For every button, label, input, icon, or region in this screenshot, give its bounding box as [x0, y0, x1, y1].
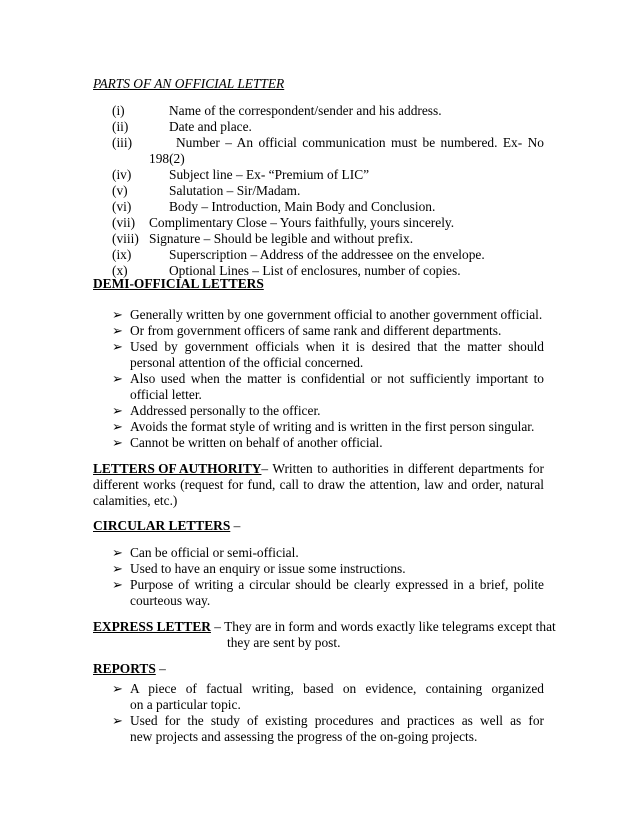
express-text: – They are in form and words exactly like telegrams except that: [210, 619, 556, 634]
bullet-arrow-icon: ➢: [112, 435, 123, 450]
reports-bullet-text: A piece of factual writing, based on evidence, containing organized: [130, 681, 544, 696]
parts-text: Superscription – Address of the addressee on the envelope.: [169, 247, 485, 262]
reports-bullet-text-cont: on a particular topic.: [130, 697, 241, 712]
demi-bullet-text-cont: personal attention of the official concerned.: [130, 355, 364, 370]
parts-num: (iv): [112, 167, 132, 182]
authority-text: – Written to authorities in different departments for: [261, 461, 544, 476]
reports-heading-line: [93, 661, 166, 677]
reports-dash: –: [155, 661, 166, 676]
bullet-arrow-icon: ➢: [112, 339, 123, 354]
bullet-arrow-icon: ➢: [112, 713, 123, 728]
parts-num: (vii): [112, 215, 136, 230]
reports-heading: REPORTS: [93, 661, 156, 676]
parts-text: Complimentary Close – Yours faithfully, yours sincerely.: [149, 215, 455, 230]
authority-text-line-3: calamities, etc.): [93, 493, 178, 508]
bullet-arrow-icon: ➢: [112, 307, 123, 322]
circular-bullet-text: Can be official or semi-official.: [130, 545, 299, 560]
bullet-arrow-icon: ➢: [112, 403, 123, 418]
parts-num: (viii): [112, 231, 139, 246]
parts-text: Salutation – Sir/Madam.: [169, 183, 301, 198]
parts-num: (ii): [112, 119, 129, 134]
parts-num: (v): [112, 183, 128, 198]
authority-text-line-2: different works (request for fund, call to draw the attention, law and order, natural: [93, 477, 544, 492]
demi-heading: DEMI-OFFICIAL LETTERS: [93, 276, 264, 291]
circular-heading: CIRCULAR LETTERS: [93, 518, 231, 533]
bullet-arrow-icon: ➢: [112, 419, 123, 434]
reports-bullet-text: Used for the study of existing procedures and practices as well as for: [130, 713, 544, 728]
express-text-line-2: they are sent by post.: [227, 635, 341, 650]
bullet-arrow-icon: ➢: [112, 371, 123, 386]
circular-heading-line: [93, 518, 240, 534]
parts-num: (vi): [112, 199, 132, 214]
circular-bullet-text: Purpose of writing a circular should be clearly expressed in a brief, polite: [130, 577, 544, 592]
authority-heading: LETTERS OF AUTHORITY: [93, 461, 262, 476]
circular-dash: –: [230, 518, 241, 533]
express-heading: EXPRESS LETTER: [93, 619, 211, 634]
parts-num: (i): [112, 103, 125, 118]
parts-text-continuation: 198(2): [149, 151, 185, 166]
parts-text: Name of the correspondent/sender and his address.: [169, 103, 442, 118]
bullet-arrow-icon: ➢: [112, 681, 123, 696]
circular-bullet-text-cont: courteous way.: [130, 593, 211, 608]
bullet-arrow-icon: ➢: [112, 545, 123, 560]
demi-bullet-text-cont: official letter.: [130, 387, 202, 402]
parts-text: Optional Lines – List of enclosures, number of copies.: [169, 263, 461, 278]
bullet-arrow-icon: ➢: [112, 323, 123, 338]
reports-bullet-text-cont: new projects and assessing the progress of the on-going projects.: [130, 729, 478, 744]
parts-text: Signature – Should be legible and without prefix.: [149, 231, 414, 246]
parts-num: (iii): [112, 135, 133, 150]
parts-num: (x): [112, 263, 128, 278]
demi-bullet-text: Cannot be written on behalf of another official.: [130, 435, 383, 450]
demi-bullet-text: Addressed personally to the officer.: [130, 403, 321, 418]
authority-line-1: [93, 461, 544, 477]
parts-text: Subject line – Ex- “Premium of LIC”: [169, 167, 370, 182]
express-line-1: [93, 619, 556, 635]
demi-bullet-text: Generally written by one government official to another government official.: [130, 307, 543, 322]
demi-bullet-text: Also used when the matter is confidential or not sufficiently important to: [130, 371, 544, 386]
bullet-arrow-icon: ➢: [112, 561, 123, 576]
demi-bullet-text: Or from government officers of same rank and different departments.: [130, 323, 502, 338]
parts-num: (ix): [112, 247, 132, 262]
bullet-arrow-icon: ➢: [112, 577, 123, 592]
demi-bullet-text: Used by government officials when it is desired that the matter should: [130, 339, 544, 354]
parts-text: Date and place.: [169, 119, 252, 134]
demi-bullet-text: Avoids the format style of writing and is written in the first person singular.: [130, 419, 535, 434]
parts-text: Body – Introduction, Main Body and Conclusion.: [169, 199, 436, 214]
circular-bullet-text: Used to have an enquiry or issue some instructions.: [130, 561, 406, 576]
parts-text: Number – An official communication must be numbered. Ex- No: [176, 135, 544, 150]
parts-title: PARTS OF AN OFFICIAL LETTER: [93, 76, 285, 91]
